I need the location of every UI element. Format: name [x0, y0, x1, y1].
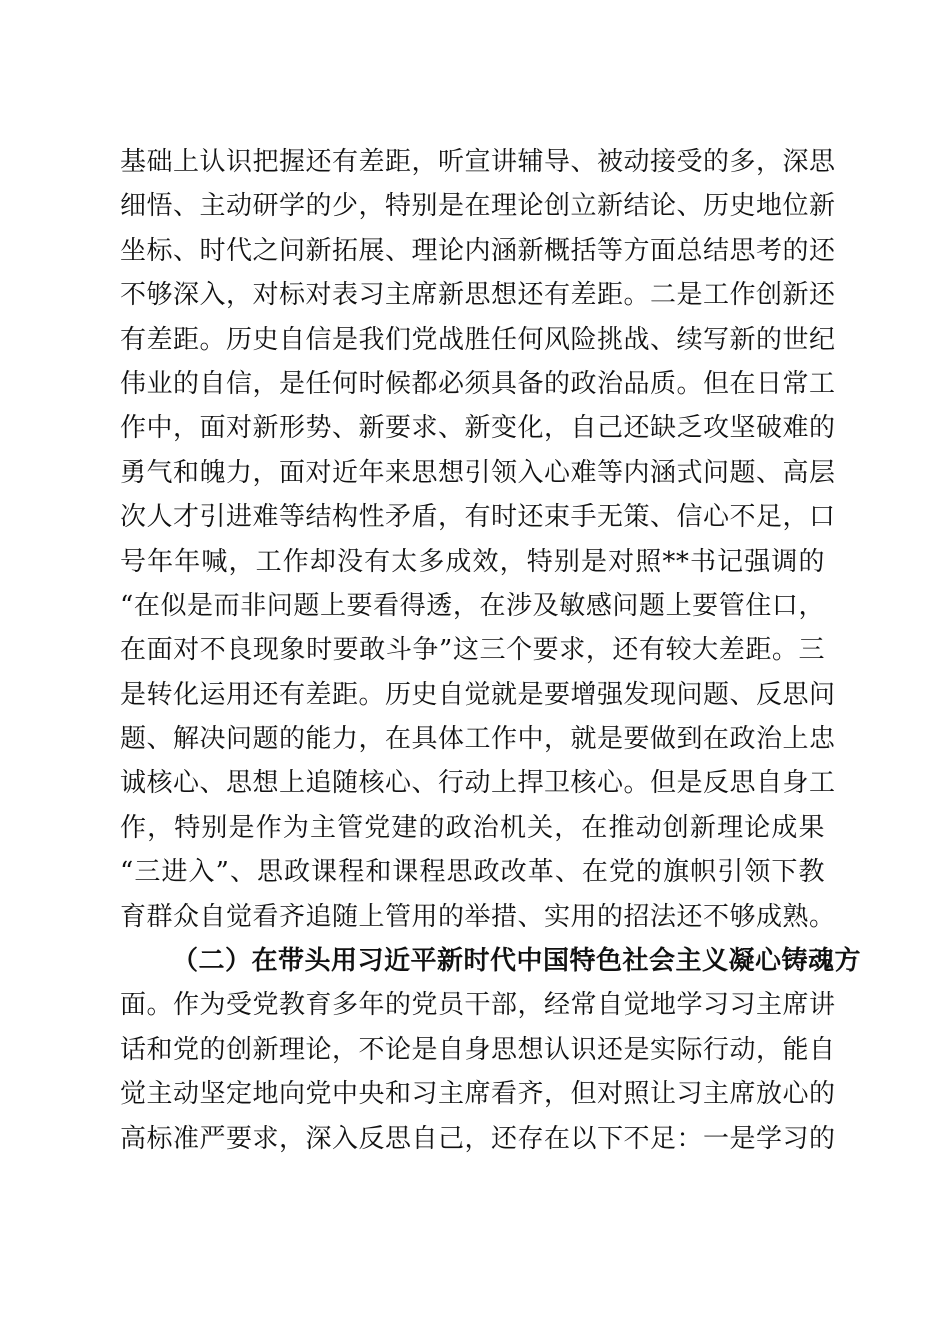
text-line: 是转化运用还有差距。历史自觉就是要增强发现问题、反思问	[120, 679, 836, 710]
text-line: 次人才引进难等结构性矛盾，有时还束手无策、信心不足，口	[120, 502, 836, 533]
text-line: 细悟、主动研学的少，特别是在理论创立新结论、历史地位新	[120, 191, 836, 222]
text-line: 坐标、时代之问新拓展、理论内涵新概括等方面总结思考的还	[120, 235, 836, 266]
text-line: “在似是而非问题上要看得透，在涉及敏感问题上要管住口，	[120, 590, 825, 621]
text-line: 号年年喊，工作却没有太多成效，特别是对照**书记强调的	[120, 546, 825, 577]
text-line: 有差距。历史自信是我们党战胜任何风险挑战、续写新的世纪	[120, 324, 836, 355]
text-line: 育群众自觉看齐追随上管用的举措、实用的招法还不够成熟。	[120, 901, 836, 932]
document-body	[120, 140, 862, 1161]
text-line: 诚核心、思想上追随核心、行动上捍卫核心。但是反思自身工	[120, 768, 836, 799]
text-line: 高标准严要求，深入反思自己，还存在以下不足：一是学习的	[120, 1123, 836, 1154]
text-line: 在面对不良现象时要敢斗争”这三个要求，还有较大差距。三	[120, 635, 825, 666]
text-line: 基础上认识把握还有差距，听宣讲辅导、被动接受的多，深思	[120, 147, 836, 177]
text-line: 觉主动坚定地向党中央和习主席看齐，但对照让习主席放心的	[120, 1079, 836, 1110]
paragraph-1	[120, 140, 836, 939]
text-line: 面。作为受党教育多年的党员干部，经常自觉地学习习主席讲	[120, 990, 836, 1021]
paragraph-2	[120, 939, 862, 1161]
text-line: 勇气和魄力，面对近年来思想引领入心难等内涵式问题、高层	[120, 457, 836, 488]
text-line: 作中，面对新形势、新要求、新变化，自己还缺乏攻坚破难的	[120, 413, 836, 444]
text-line: “三进入”、思政课程和课程思政改革、在党的旗帜引领下教	[120, 857, 825, 888]
text-line: 伟业的自信，是任何时候都必须具备的政治品质。但在日常工	[120, 368, 836, 399]
text-line: 题、解决问题的能力，在具体工作中，就是要做到在政治上忠	[120, 724, 836, 755]
section-heading-line: （二）在带头用习近平新时代中国特色社会主义凝心铸魂方	[172, 946, 862, 977]
text-line: 作，特别是作为主管党建的政治机关，在推动创新理论成果	[120, 812, 825, 843]
text-line: 话和党的创新理论，不论是自身思想认识还是实际行动，能自	[120, 1034, 836, 1065]
text-line: 不够深入，对标对表习主席新思想还有差距。二是工作创新还	[120, 280, 836, 311]
